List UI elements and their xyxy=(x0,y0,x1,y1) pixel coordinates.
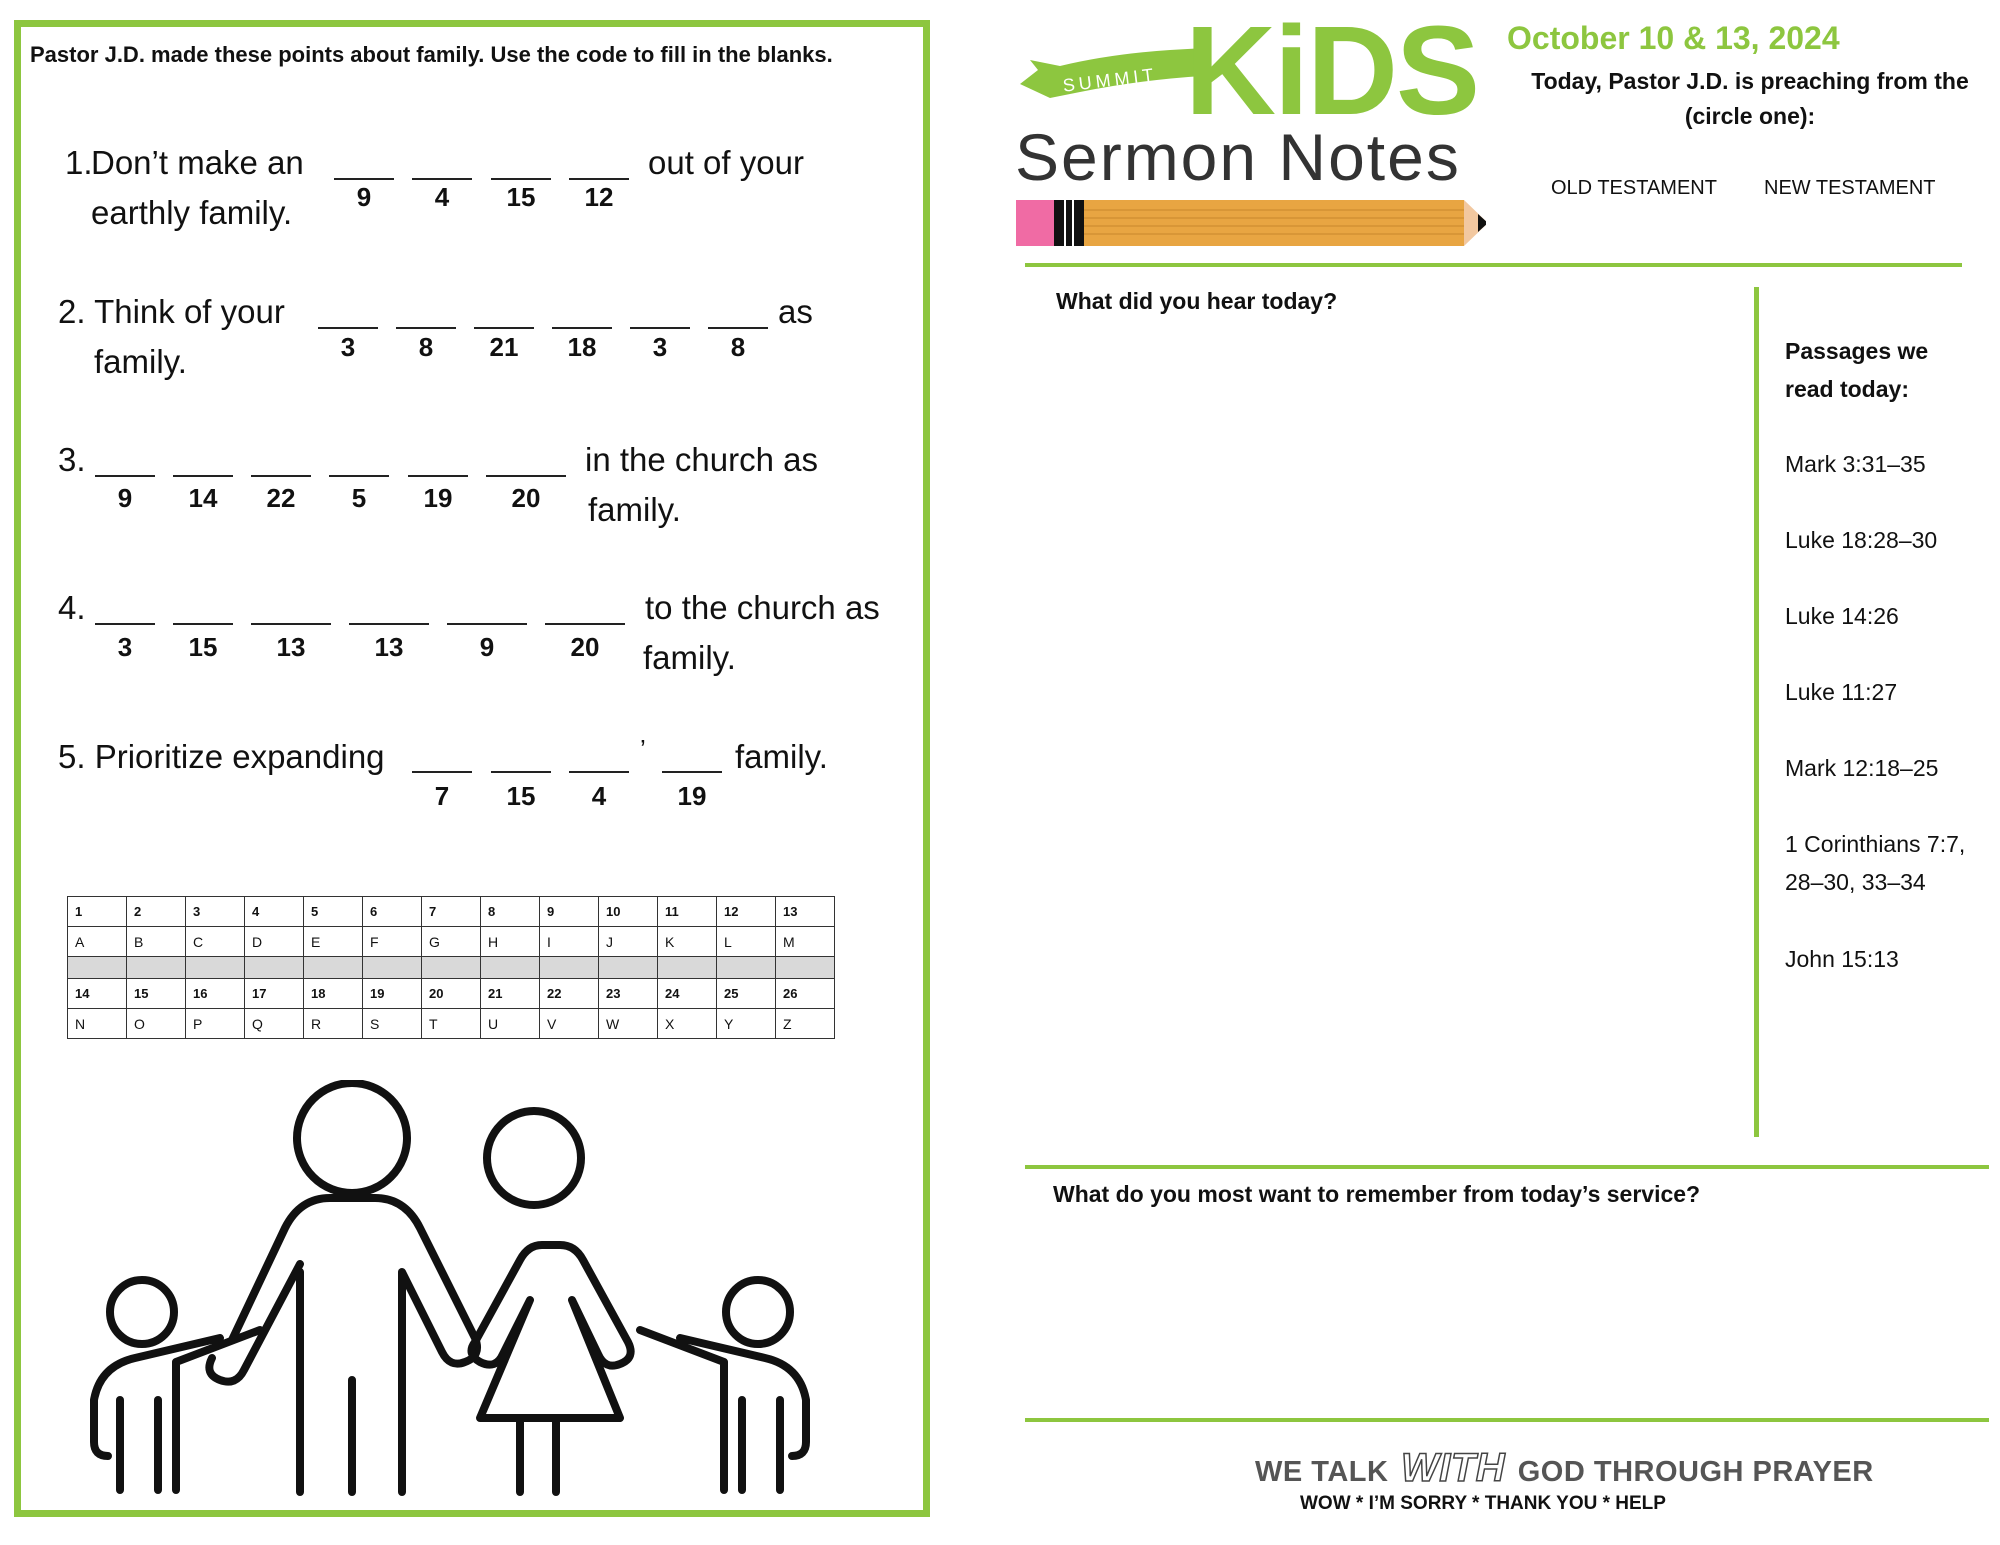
summit-banner-text: SUMMIT xyxy=(1061,64,1159,96)
question-5-apostrophe: ’ xyxy=(640,734,646,764)
cipher-letter-cell: J xyxy=(599,927,658,957)
cipher-gap-cell xyxy=(422,957,481,979)
cipher-letter-cell: W xyxy=(599,1009,658,1039)
cipher-letter-cell: X xyxy=(658,1009,717,1039)
cipher-gap-cell xyxy=(599,957,658,979)
cipher-gap-cell xyxy=(481,957,540,979)
cipher-number-cell: 25 xyxy=(717,979,776,1009)
answer-blank[interactable] xyxy=(412,771,472,773)
cipher-letter-cell: E xyxy=(304,927,363,957)
cipher-number-cell: 21 xyxy=(481,979,540,1009)
cipher-gap-cell xyxy=(245,957,304,979)
answer-blank[interactable] xyxy=(173,623,233,625)
passage-item: 1 Corinthians 7:7, 28–30, 33–34 xyxy=(1785,831,1966,895)
cipher-gap-cell xyxy=(186,957,245,979)
cipher-letter-cell: K xyxy=(658,927,717,957)
cipher-gap-cell xyxy=(127,957,186,979)
question-2-after: as xyxy=(778,293,813,330)
cipher-number-cell: 24 xyxy=(658,979,717,1009)
cipher-letter-row xyxy=(68,1009,835,1039)
mother-head xyxy=(487,1111,581,1205)
answer-blank[interactable] xyxy=(552,327,612,329)
passage-item: Mark 3:31–35 xyxy=(1785,451,1926,477)
blank-code-number: 9 xyxy=(356,182,372,212)
cipher-letter-cell: L xyxy=(717,927,776,957)
question-1-after: out of your xyxy=(648,144,804,181)
new-testament-option: NEW TESTAMENT xyxy=(1764,177,1936,199)
blank-code-number: 15 xyxy=(506,182,536,212)
section-divider xyxy=(1025,1165,1989,1169)
cipher-number-cell: 22 xyxy=(540,979,599,1009)
right-child-head xyxy=(726,1280,790,1344)
question-4-line2: family. xyxy=(643,639,736,676)
cipher-number-cell: 18 xyxy=(304,979,363,1009)
question-2-text: 2. Think of your xyxy=(58,293,285,330)
father-head xyxy=(297,1083,407,1193)
passage-item: John 15:13 xyxy=(1785,946,1899,972)
cipher-number-cell: 20 xyxy=(422,979,481,1009)
mother-body xyxy=(471,1245,630,1492)
answer-blank[interactable] xyxy=(412,178,472,180)
preaching-prompt: Today, Pastor J.D. is preaching from the (circle one): xyxy=(1531,68,1969,129)
service-date: October 10 & 13, 2024 xyxy=(1507,20,1840,56)
answer-blank[interactable] xyxy=(708,327,768,329)
passage-item: Mark 12:18–25 xyxy=(1785,755,1939,781)
blank-code-number: 3 xyxy=(340,332,356,362)
blank-code-number: 9 xyxy=(117,483,133,513)
passage-item: Luke 18:28–30 xyxy=(1785,527,1938,553)
cipher-number-cell: 19 xyxy=(363,979,422,1009)
family-illustration xyxy=(80,1080,840,1500)
answer-blank[interactable] xyxy=(491,178,551,180)
cipher-letter-cell: M xyxy=(776,927,835,957)
cipher-gap-cell xyxy=(717,957,776,979)
cipher-letter-cell: D xyxy=(245,927,304,957)
cipher-number-cell: 12 xyxy=(717,897,776,927)
cipher-number-cell: 7 xyxy=(422,897,481,927)
blank-code-number: 9 xyxy=(479,632,495,662)
blank-code-number: 19 xyxy=(423,483,453,513)
cipher-number-cell: 16 xyxy=(186,979,245,1009)
blank-code-number: 22 xyxy=(266,483,296,513)
cipher-number-cell: 17 xyxy=(245,979,304,1009)
footer-divider xyxy=(1025,1418,1989,1422)
cipher-letter-cell: Q xyxy=(245,1009,304,1039)
blank-code-number: 19 xyxy=(677,781,707,811)
cipher-letter-cell: Z xyxy=(776,1009,835,1039)
cipher-number-cell: 15 xyxy=(127,979,186,1009)
left-child-body xyxy=(94,1330,260,1490)
blank-code-number: 13 xyxy=(276,632,306,662)
answer-blank[interactable] xyxy=(251,475,311,477)
question-3-number: 3. xyxy=(58,441,86,478)
answer-blank[interactable] xyxy=(349,623,429,625)
cipher-letter-cell: H xyxy=(481,927,540,957)
blank-code-number: 8 xyxy=(730,332,746,362)
cipher-number-cell: 4 xyxy=(245,897,304,927)
cipher-number-cell: 6 xyxy=(363,897,422,927)
blank-code-number: 8 xyxy=(418,332,434,362)
question-5-after: family. xyxy=(735,738,828,775)
answer-blank[interactable] xyxy=(569,771,629,773)
cipher-gap-cell xyxy=(68,957,127,979)
answer-blank[interactable] xyxy=(630,327,690,329)
cipher-number-cell: 23 xyxy=(599,979,658,1009)
cipher-number-cell: 8 xyxy=(481,897,540,927)
answer-blank[interactable] xyxy=(95,475,155,477)
header-divider xyxy=(1025,263,1962,267)
cipher-number-cell: 26 xyxy=(776,979,835,1009)
father-body xyxy=(209,1198,477,1492)
passage-item: Luke 14:26 xyxy=(1785,603,1899,629)
hear-today-prompt: What did you hear today? xyxy=(1056,288,1338,314)
cipher-letter-cell: G xyxy=(422,927,481,957)
cipher-letter-cell: P xyxy=(186,1009,245,1039)
right-child-body xyxy=(640,1330,806,1490)
cipher-letter-cell: N xyxy=(68,1009,127,1039)
cipher-letter-cell: U xyxy=(481,1009,540,1039)
cipher-gap-cell xyxy=(363,957,422,979)
cipher-letter-cell: Y xyxy=(717,1009,776,1039)
cipher-number-cell: 5 xyxy=(304,897,363,927)
cipher-letter-cell: A xyxy=(68,927,127,957)
blank-code-number: 12 xyxy=(584,182,614,212)
cipher-letter-row xyxy=(68,927,835,957)
answer-blank[interactable] xyxy=(474,327,534,329)
cipher-number-cell: 14 xyxy=(68,979,127,1009)
blank-code-number: 15 xyxy=(506,781,536,811)
cipher-gap-cell xyxy=(304,957,363,979)
prayer-slogan-right: GOD THROUGH PRAYER xyxy=(1517,1456,1874,1488)
blank-code-number: 15 xyxy=(188,632,218,662)
answer-blank[interactable] xyxy=(545,623,625,625)
cipher-code-table xyxy=(67,896,835,1039)
cipher-number-cell: 2 xyxy=(127,897,186,927)
answer-blank[interactable] xyxy=(662,771,722,773)
question-5-text: 5. Prioritize expanding xyxy=(58,738,385,775)
cipher-letter-cell: O xyxy=(127,1009,186,1039)
prayer-slogan-with: WITH xyxy=(1401,1446,1506,1490)
cipher-letter-cell: R xyxy=(304,1009,363,1039)
cipher-number-cell: 13 xyxy=(776,897,835,927)
blank-code-number: 21 xyxy=(489,332,519,362)
blank-code-number: 13 xyxy=(374,632,404,662)
blank-code-number: 20 xyxy=(570,632,600,662)
question-1-line2: earthly family. xyxy=(91,194,293,231)
question-2-line2: family. xyxy=(94,343,187,380)
blank-code-number: 5 xyxy=(351,483,367,513)
blank-code-number: 14 xyxy=(188,483,218,513)
pencil-icon xyxy=(1016,198,1486,250)
answer-blank[interactable] xyxy=(408,475,468,477)
cipher-number-cell: 11 xyxy=(658,897,717,927)
blank-code-number: 7 xyxy=(434,781,450,811)
sermon-notes-title: Sermon Notes xyxy=(1015,120,1461,194)
passage-item: Luke 11:27 xyxy=(1785,679,1898,705)
question-1-text: Don’t make an xyxy=(91,144,304,181)
answer-blank[interactable] xyxy=(396,327,456,329)
question-4-after: to the church as xyxy=(645,589,880,626)
cipher-letter-cell: B xyxy=(127,927,186,957)
cipher-letter-cell: T xyxy=(422,1009,481,1039)
kids-logo: KiDS xyxy=(1185,0,1479,141)
cipher-number-cell: 9 xyxy=(540,897,599,927)
answer-blank[interactable] xyxy=(251,623,331,625)
answer-blank[interactable] xyxy=(329,475,389,477)
prayer-slogan xyxy=(1255,1446,1874,1491)
answer-blank[interactable] xyxy=(95,623,155,625)
cipher-gap-cell xyxy=(540,957,599,979)
blank-code-number: 18 xyxy=(567,332,597,362)
question-4-number: 4. xyxy=(58,589,86,626)
blank-code-number: 4 xyxy=(434,182,450,212)
answer-blank[interactable] xyxy=(173,475,233,477)
prayer-slogan-left: WE TALK xyxy=(1255,1456,1389,1488)
cipher-number-cell: 3 xyxy=(186,897,245,927)
worksheet-instruction: Pastor J.D. made these points about family. Use the code to fill in the blanks. xyxy=(30,42,833,67)
cipher-number-cell: 1 xyxy=(68,897,127,927)
cipher-number-row xyxy=(68,979,835,1009)
blank-code-number: 4 xyxy=(591,781,607,811)
passages-divider xyxy=(1754,287,1759,1137)
answer-blank[interactable] xyxy=(569,178,629,180)
cipher-letter-cell: V xyxy=(540,1009,599,1039)
cipher-gap-row xyxy=(68,957,835,979)
answer-blank[interactable] xyxy=(318,327,378,329)
blank-code-number: 3 xyxy=(117,632,133,662)
cipher-letter-cell: F xyxy=(363,927,422,957)
cipher-letter-cell: I xyxy=(540,927,599,957)
answer-blank[interactable] xyxy=(486,475,566,477)
cipher-letter-cell: C xyxy=(186,927,245,957)
summit-banner xyxy=(1020,46,1210,106)
answer-blank[interactable] xyxy=(491,771,551,773)
blank-code-number: 20 xyxy=(511,483,541,513)
blank-code-number: 3 xyxy=(652,332,668,362)
cipher-gap-cell xyxy=(658,957,717,979)
remember-prompt: What do you most want to remember from today’s service? xyxy=(1053,1181,1701,1207)
answer-blank[interactable] xyxy=(334,178,394,180)
question-3-after: in the church as xyxy=(585,441,818,478)
cipher-gap-cell xyxy=(776,957,835,979)
passages-title: Passages we read today: xyxy=(1785,338,1929,402)
prayer-steps: WOW * I’M SORRY * THANK YOU * HELP xyxy=(1300,1493,1666,1514)
cipher-number-cell: 10 xyxy=(599,897,658,927)
question-1-number: 1. xyxy=(65,144,93,181)
answer-blank[interactable] xyxy=(447,623,527,625)
cipher-letter-cell: S xyxy=(363,1009,422,1039)
old-testament-option: OLD TESTAMENT xyxy=(1551,177,1717,199)
left-child-head xyxy=(110,1280,174,1344)
cipher-number-row xyxy=(68,897,835,927)
question-3-line2: family. xyxy=(588,491,681,528)
